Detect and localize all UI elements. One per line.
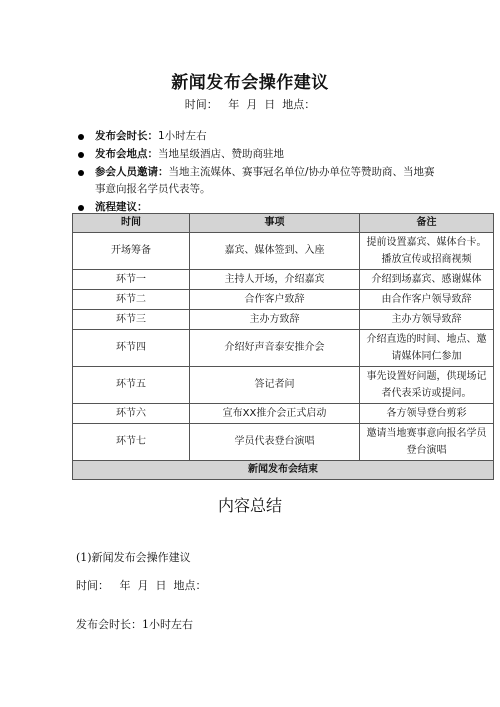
table-cell: 环节五 <box>73 367 190 404</box>
bullet-invitees <box>76 164 436 198</box>
table-row <box>73 310 494 330</box>
table-cell: 环节六 <box>73 404 190 424</box>
table-cell: 邀请当地赛事意向报名学员登台演唱 <box>360 424 494 461</box>
summary-line-3: 发布会时长：1小时左右 <box>76 618 193 631</box>
table-cell: 环节一 <box>73 270 190 290</box>
bullet-location <box>76 146 436 163</box>
table-cell: 环节三 <box>73 310 190 330</box>
table-row <box>73 404 494 424</box>
bullet-text: 当地星级酒店、赞助商驻地 <box>158 148 284 160</box>
process-table <box>72 213 494 480</box>
table-row <box>73 424 494 461</box>
bullet-label: 流程建议： <box>95 201 148 213</box>
bullet-text: 1小时左右 <box>158 130 207 142</box>
table-row <box>73 233 494 270</box>
summary-line-2: 时间： 年 月 日 地点： <box>76 579 207 592</box>
page-title: 新闻发布会操作建议 <box>171 73 329 93</box>
column-header-time: 时间 <box>73 214 190 233</box>
table-cell: 学员代表登台演唱 <box>190 424 360 461</box>
bullet-dot-icon <box>78 170 84 176</box>
column-header-note: 备注 <box>360 214 494 233</box>
table-row <box>73 270 494 290</box>
table-row <box>73 367 494 404</box>
table-cell: 开场筹备 <box>73 233 190 270</box>
bullet-label: 发布会时长： <box>95 130 158 142</box>
table-cell: 介绍直选的时间、地点、邀请媒体同仁参加 <box>360 330 494 367</box>
time-location-line: 时间： 年 月 日 地点： <box>184 98 316 111</box>
table-cell: 由合作客户领导致辞 <box>360 290 494 310</box>
bullet-dot-icon <box>78 134 84 140</box>
column-header-item: 事项 <box>190 214 360 233</box>
bullet-duration <box>76 128 436 145</box>
summary-title: 内容总结 <box>217 496 282 515</box>
table-row <box>73 330 494 367</box>
table-cell: 主持人开场，介绍嘉宾 <box>190 270 360 290</box>
info-bullet-list <box>76 128 436 217</box>
table-cell: 宣布XX推介会正式启动 <box>190 404 360 424</box>
table-cell: 主办方致辞 <box>190 310 360 330</box>
table-cell: 环节七 <box>73 424 190 461</box>
bullet-text: 当地主流媒体、赛事冠名单位/协办单位等赞助商、当地赛事意向报名学员代表等。 <box>95 166 435 195</box>
table-cell: 合作客户致辞 <box>190 290 360 310</box>
table-footer-row <box>73 461 494 480</box>
table-cell: 介绍到场嘉宾、感谢媒体 <box>360 270 494 290</box>
table-cell: 各方领导登台剪彩 <box>360 404 494 424</box>
table-cell: 嘉宾、媒体签到、入座 <box>190 233 360 270</box>
table-cell: 介绍好声音泰安推介会 <box>190 330 360 367</box>
table-cell: 环节二 <box>73 290 190 310</box>
table-cell: 环节四 <box>73 330 190 367</box>
bullet-label: 发布会地点： <box>95 148 158 160</box>
table-header-row <box>73 214 494 233</box>
table-row <box>73 290 494 310</box>
summary-line-1: (1)新闻发布会操作建议 <box>76 551 191 564</box>
table-cell: 提前设置嘉宾、媒体台卡。播放宣传或招商视频 <box>360 233 494 270</box>
table-cell: 主办方领导致辞 <box>360 310 494 330</box>
table-cell: 事先设置好问题，供现场记者代表采访或提问。 <box>360 367 494 404</box>
table-footer-cell: 新闻发布会结束 <box>73 461 494 480</box>
bullet-dot-icon <box>78 152 84 158</box>
bullet-label: 参会人员邀请： <box>95 166 169 178</box>
bullet-dot-icon <box>78 205 84 211</box>
table-cell: 答记者问 <box>190 367 360 404</box>
